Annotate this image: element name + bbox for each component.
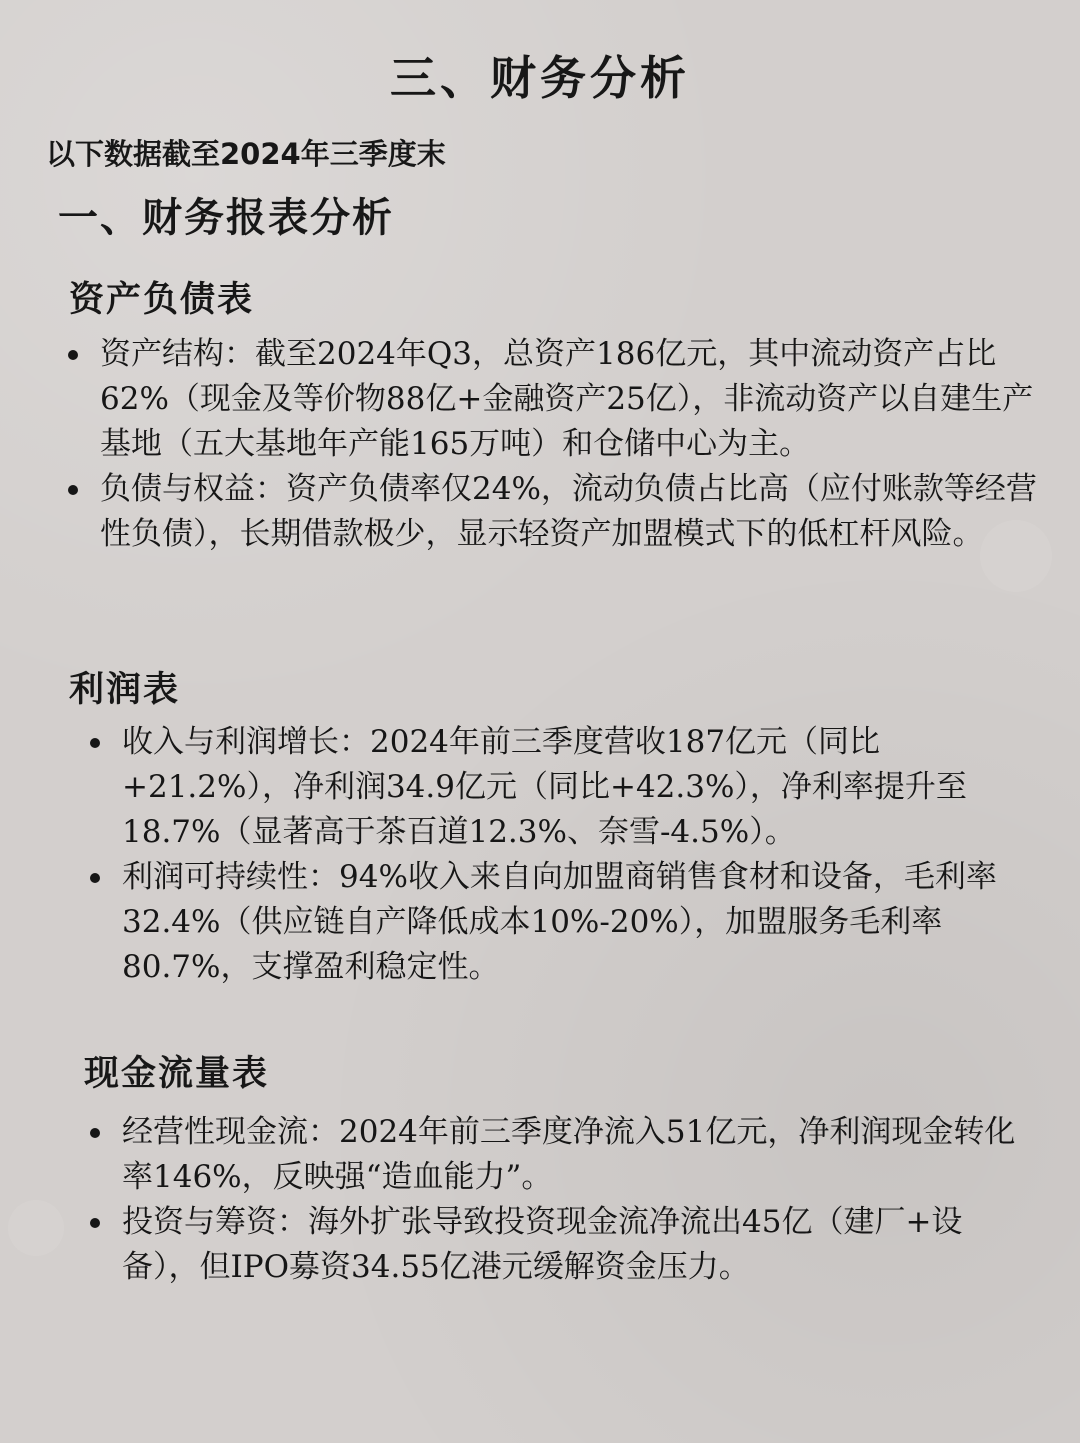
cash-flow-list bbox=[90, 1110, 1030, 1290]
page-title: 三、财务分析 bbox=[390, 51, 690, 105]
chapter-heading: 一、财务报表分析 bbox=[58, 195, 394, 241]
balance-sheet-list bbox=[68, 332, 1043, 557]
list-item: 负债与权益：资产负债率仅24%，流动负债占比高（应付账款等经营性负债），长期借款极少，显示轻资产加盟模式下的低杠杆风险。 bbox=[68, 467, 1043, 557]
list-item: 经营性现金流：2024年前三季度净流入51亿元，净利润现金转化率146%，反映强“造血能力”。 bbox=[90, 1110, 1030, 1200]
section-heading-balance-sheet: 资产负债表 bbox=[69, 280, 255, 320]
list-item: 利润可持续性：94%收入来自向加盟商销售食材和设备，毛利率32.4%（供应链自产降低成本10%-20%），加盟服务毛利率80.7%，支撑盈利稳定性。 bbox=[90, 855, 1038, 990]
list-item: 收入与利润增长：2024年前三季度营收187亿元（同比+21.2%），净利润34.9亿元（同比+42.3%），净利率提升至18.7%（显著高于茶百道12.3%、奈雪-4.5%）。 bbox=[90, 720, 1038, 855]
income-statement-list bbox=[90, 720, 1038, 990]
page-subtitle: 以下数据截至2024年三季度末 bbox=[46, 137, 446, 171]
section-heading-income-statement: 利润表 bbox=[69, 670, 181, 710]
paper-texture-spot bbox=[8, 1200, 64, 1256]
section-heading-cash-flow: 现金流量表 bbox=[84, 1054, 270, 1094]
list-item: 投资与筹资：海外扩张导致投资现金流净流出45亿（建厂+设备），但IPO募资34.55亿港元缓解资金压力。 bbox=[90, 1200, 1030, 1290]
list-item: 资产结构：截至2024年Q3，总资产186亿元，其中流动资产占比62%（现金及等价物88亿+金融资产25亿），非流动资产以自建生产基地（五大基地年产能165万吨）和仓储中心为主。 bbox=[68, 332, 1043, 467]
